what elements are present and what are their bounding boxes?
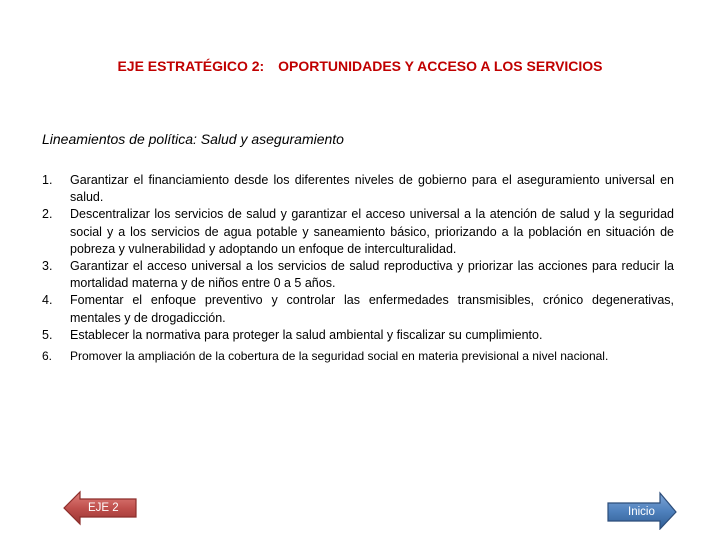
list-item [42, 327, 674, 344]
home-button-label: Inicio [628, 506, 655, 518]
list-item-number: 4. [42, 293, 53, 308]
back-eje2-button[interactable] [62, 490, 140, 530]
list-item-text: Garantizar el acceso universal a los servicios de salud reproductiva y priorizar las acciones para reducir la mortalidad materna y de niños entre 0 a 5 años. [70, 259, 674, 291]
home-button[interactable] [606, 490, 678, 530]
page-title [0, 58, 720, 74]
list-item-number: 5. [42, 327, 53, 342]
title-axis-name: OPORTUNIDADES Y ACCESO A LOS SERVICIOS [278, 58, 603, 74]
list-item [42, 172, 674, 206]
back-button-label: EJE 2 [88, 502, 119, 514]
list-item [42, 292, 674, 326]
list-item [42, 258, 674, 292]
list-item-number: 3. [42, 259, 53, 274]
list-item-text: Descentralizar los servicios de salud y garantizar el acceso universal a la atención de salud y la seguridad social y a los servicios de agua potable y saneamiento básico, priorizando a la población en situación de pobreza y vulnerabilidad y adoptando un enfoque de interculturalidad. [70, 207, 674, 256]
list-item [42, 206, 674, 258]
list-item-text: Establecer la normativa para proteger la salud ambiental y fiscalizar su cumplimiento. [70, 327, 543, 342]
policy-guidelines-list [42, 172, 674, 365]
list-item-text: Fomentar el enfoque preventivo y controlar las enfermedades transmisibles, crónico degenerativas, mentales y de drogadicción. [70, 293, 674, 325]
list-item-text: Promover la ampliación de la cobertura de la seguridad social en materia previsional a nivel nacional. [70, 349, 609, 364]
section-subtitle: Lineamientos de política: Salud y aseguramiento [42, 131, 344, 147]
list-item [42, 348, 674, 365]
list-item-number: 1. [42, 173, 53, 187]
title-axis-label: EJE ESTRATÉGICO 2: [117, 58, 265, 74]
list-item-number: 6. [42, 349, 53, 364]
list-item-text: Garantizar el financiamiento desde los diferentes niveles de gobierno para el aseguramiento universal en salud. [70, 173, 674, 205]
list-item-number: 2. [42, 207, 53, 222]
